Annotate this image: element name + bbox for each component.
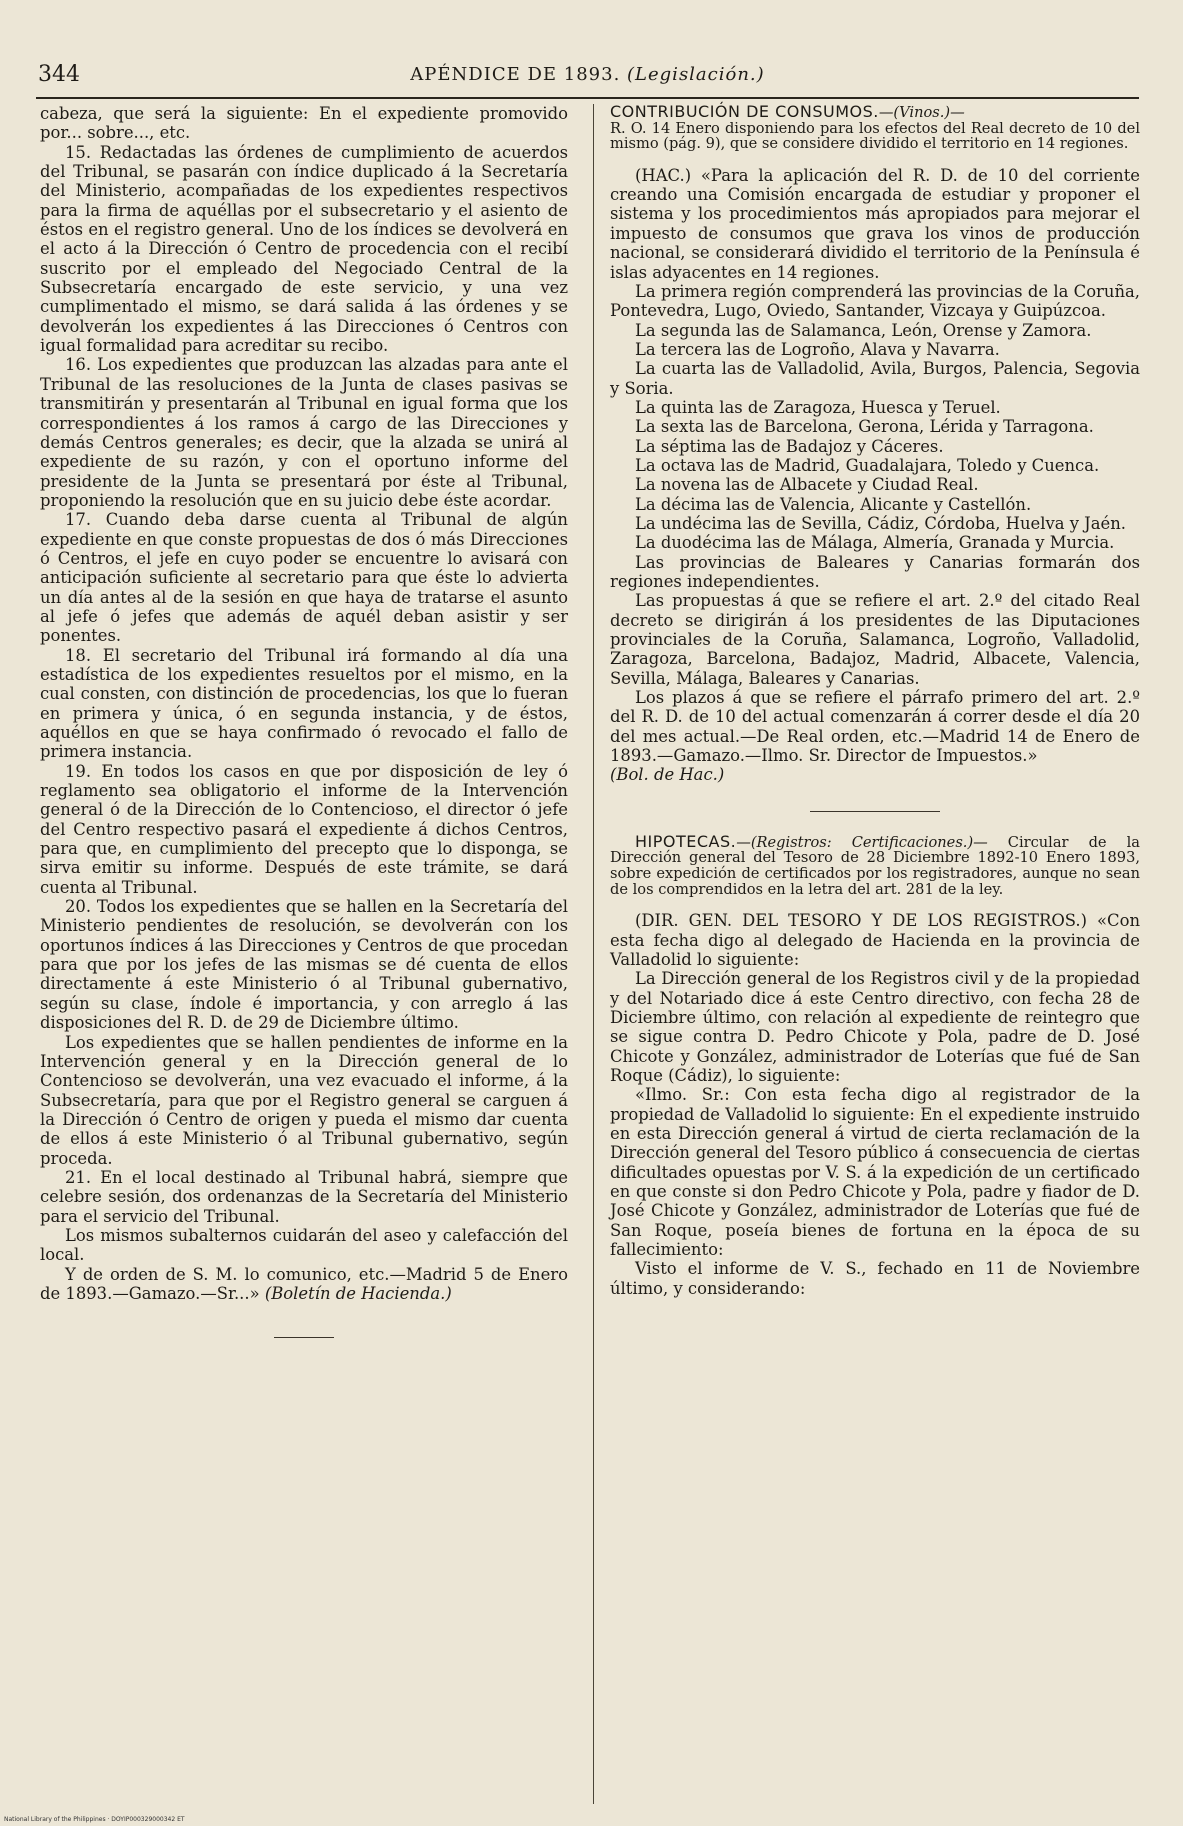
right-paragraph: La Dirección general de los Registros civil y de la propiedad y del Notariado dice á este Centro directivo, con fecha 28 de Diciembre último, con relación al expediente de reintegro que se sigue contra D. Pedro Chicote y Pola, padre de D. José Chicote y González, administrador de Loterías que fué de San Roque (Cádiz), lo siguiente: bbox=[610, 969, 1140, 1085]
right-paragraph: La cuarta las de Valladolid, Avila, Burgos, Palencia, Segovia y Soria. bbox=[610, 359, 1140, 398]
left-paragraph: Los expedientes que se hallen pendientes de informe en la Intervención general y en la Dirección general de lo Contencioso se devolverán, una vez evacuado el informe, á la Subsecretaría, para que por el Registro general se carguen á la Dirección ó Centro de origen y pueda el mismo dar cuenta de ellos á este Ministerio ó al Tribunal gubernativo, según proceda. bbox=[40, 1032, 568, 1168]
right-paragraph: Visto el informe de V. S., fechado en 11 de Noviembre último, y considerando: bbox=[610, 1259, 1140, 1298]
right-paragraph: La primera región comprenderá las provincias de la Coruña, Pontevedra, Lugo, Oviedo, Santander, Vizcaya y Guipúzcoa. bbox=[610, 281, 1140, 321]
right-paragraph: (DIR. GEN. DEL TESORO Y DE LOS REGISTROS.) «Con esta fecha digo al delegado de Hacienda en la provincia de Valladolid lo siguiente: bbox=[610, 911, 1140, 969]
left-paragraph: 16. Los expedientes que produzcan las alzadas para ante el Tribunal de las resoluciones de la Junta de clases pasivas se transmitirán y presentarán al Tribunal en igual forma que los correspondientes á los ramos á cargo de las Direcciones y demás Centros generales; es decir, que la alzada se unirá al expediente de su razón, y con el oportuno informe del presidente de la Junta se presentará por éste al Tribunal, proponiendo la resolución que en su juicio debe éste acordar. bbox=[40, 355, 568, 510]
left-paragraph: 20. Todos los expedientes que se hallen en la Secretaría del Ministerio pendientes de resolución, se devolverán con los oportunos índices á las Direcciones y Centros de que procedan para que por los jefes de las mismas se dé cuenta de ellos directamente á este Ministerio ó al Tribunal gubernativo, según su clase, índole é importancia, y con arreglo á las disposiciones del R. D. de 29 de Diciembre último. bbox=[40, 897, 568, 1033]
running-title bbox=[36, 64, 1139, 85]
right-paragraph: La novena las de Albacete y Ciudad Real. bbox=[635, 475, 979, 495]
right-paragraph: «Ilmo. Sr.: Con esta fecha digo al registrador de la propiedad de Valladolid lo siguiente: En el expediente instruido en esta Dirección general á virtud de cierta reclamación de la Dirección general del Tesoro público á consecuencia de ciertas dificultades opuestas por V. S. á la expedición de un certificado en que conste si don Pedro Chicote y Pola, padre y fiador de D. José Chicote y González, administrador de Loterías que fué de San Roque, poseía bienes de fortuna en la época de su fallecimiento: bbox=[610, 1085, 1140, 1259]
column-divider bbox=[593, 104, 594, 1804]
right-paragraph: Las propuestas á que se refiere el art. 2.º del citado Real decreto se dirigirán á los presidentes de las Diputaciones provinciales de la Coruña, Salamanca, Logroño, Valladolid, Zaragoza, Barcelona, Badajoz, Madrid, Albacete, Valencia, Sevilla, Málaga, Baleares y Canarias. bbox=[610, 591, 1140, 688]
heading-sub: —(Vinos.)— bbox=[878, 104, 965, 121]
right-column bbox=[610, 104, 1140, 1298]
right-paragraph: La duodécima las de Málaga, Almería, Granada y Murcia. bbox=[635, 533, 1115, 553]
left-closing-line: Y de orden de S. M. lo comunico, etc.—Madrid 5 de Enero de 1893.—Gamazo.—Sr...» bbox=[40, 1264, 568, 1303]
right-paragraph: La sexta las de Barcelona, Gerona, Lérida y Tarragona. bbox=[635, 417, 1094, 437]
section-heading-consumos bbox=[610, 104, 1140, 121]
section-summary: R. O. 14 Enero disponiendo para los efectos del Real decreto de 10 del mismo (pág. 9), que se considere dividido el territorio en 14 regiones. bbox=[610, 119, 1140, 153]
header-rule bbox=[36, 97, 1139, 99]
running-title-main: APÉNDICE DE 1893. bbox=[410, 64, 621, 85]
right-paragraph: La octava las de Madrid, Guadalajara, Toledo y Cuenca. bbox=[635, 455, 1100, 475]
right-citation: (Bol. de Hac.) bbox=[610, 765, 725, 785]
section-summary: Circular de la Dirección general del Tesoro de 28 Diciembre 1892-10 Enero 1893, sobre expedición de certificados por los registradores, aunque no sean de los comprendidos en la letra del art. 281 de la ley. bbox=[610, 833, 1140, 898]
right-paragraph: (HAC.) «Para la aplicación del R. D. de 10 del corriente creando una Comisión encargada de estudiar y proponer el sistema y los procedimientos más apropiados para mejorar el impuesto de consumos que grava los vinos de producción nacional, se considerará dividido el territorio de la Península é islas adyacentes en 14 regiones. bbox=[610, 165, 1140, 282]
left-column bbox=[40, 104, 568, 1338]
left-paragraph: cabeza, que será la siguiente: En el expediente promovido por... sobre..., etc. bbox=[40, 104, 568, 143]
heading-sub: —(Registros: Certificaciones.)— bbox=[736, 833, 988, 851]
right-paragraph: La tercera las de Logroño, Alava y Navarra. bbox=[635, 339, 1000, 359]
section-heading-hipotecas bbox=[610, 831, 1140, 898]
left-paragraph: Los mismos subalternos cuidarán del aseo y calefacción del local. bbox=[40, 1225, 568, 1265]
right-paragraph: Los plazos á que se refiere el párrafo primero del art. 2.º del R. D. de 10 del actual comenzarán á correr desde el día 20 del mes actual.—De Real orden, etc.—Madrid 14 de Enero de 1893.—Gamazo.—Ilmo. Sr. Director de Impuestos.» bbox=[610, 688, 1140, 766]
page-number: 344 bbox=[38, 62, 80, 87]
heading-caps: CONTRIBUCIÓN DE CONSUMOS. bbox=[610, 102, 879, 121]
left-paragraph: 21. En el local destinado al Tribunal habrá, siempre que celebre sesión, dos ordenanzas de la Secretaría del Ministerio para el servicio del Tribunal. bbox=[40, 1167, 568, 1226]
scan-credit: National Library of the Philippines · DOYIP000329000342 ET bbox=[4, 1816, 185, 1823]
right-paragraph: La undécima las de Sevilla, Cádiz, Córdoba, Huelva y Jaén. bbox=[635, 513, 1126, 533]
left-paragraph: 18. El secretario del Tribunal irá formando al día una estadística de los expedientes resueltos por el mismo, en la cual consten, con distinción de procedencias, los que lo fueran en primera y única, ó en segunda instancia, y de éstos, aquéllos en que se haya confirmado ó revocado el fallo de primera instancia. bbox=[40, 645, 568, 762]
left-paragraph: 15. Redactadas las órdenes de cumplimiento de acuerdos del Tribunal, se pasarán con índice duplicado á la Secretaría del Ministerio, acompañadas de los expedientes respectivos para la firma de aquéllas por el subsecretario y el asiento de éstos en el registro general. Uno de los índices se devolverá en el acto á la Dirección ó Centro de procedencia con el recibí suscrito por el empleado del Negociado Central de la Subsecretaría encargado de este servicio, y una vez cumplimentado el mismo, se dará salida á las órdenes y se devolverán los expedientes á las Direcciones ó Centros con igual formalidad para acreditar su recibo. bbox=[40, 142, 568, 356]
left-paragraph: 17. Cuando deba darse cuenta al Tribunal de algún expediente en que conste propuestas de dos ó más Direcciones ó Centros, el jefe en cuyo poder se encuentre lo avisará con anticipación suficiente al secretario para que éste lo advierta un día antes al de la sesión en que haya de tratarse el asunto al jefe ó jefes que además de aquél deban asistir y ser ponentes. bbox=[40, 510, 568, 646]
left-citation: (Boletín de Hacienda.) bbox=[264, 1283, 452, 1303]
heading-caps: HIPOTECAS. bbox=[635, 831, 737, 851]
right-paragraph: La décima las de Valencia, Alicante y Castellón. bbox=[635, 494, 1032, 514]
right-paragraph: La séptima las de Badajoz y Cáceres. bbox=[635, 436, 944, 456]
right-paragraph: La segunda las de Salamanca, León, Orense y Zamora. bbox=[635, 320, 1092, 340]
left-paragraph: 19. En todos los casos en que por disposición de ley ó reglamento sea obligatorio el informe de la Intervención general ó de la Dirección de lo Contencioso, el director ó jefe del Centro respectivo pasará el expediente á dichos Centros, para que, en cumplimiento del precepto que lo disponga, se sirva emitir su informe. Después de este trámite, se dará cuenta al Tribunal. bbox=[40, 761, 568, 897]
right-paragraph: La quinta las de Zaragoza, Huesca y Teruel. bbox=[635, 397, 1001, 417]
running-header bbox=[36, 62, 1139, 96]
running-title-sub: (Legislación.) bbox=[627, 64, 765, 85]
left-paragraph bbox=[40, 1265, 568, 1304]
section-separator bbox=[274, 1337, 334, 1338]
right-paragraph: Las provincias de Baleares y Canarias formarán dos regiones independientes. bbox=[610, 552, 1140, 591]
section-separator bbox=[810, 811, 940, 812]
